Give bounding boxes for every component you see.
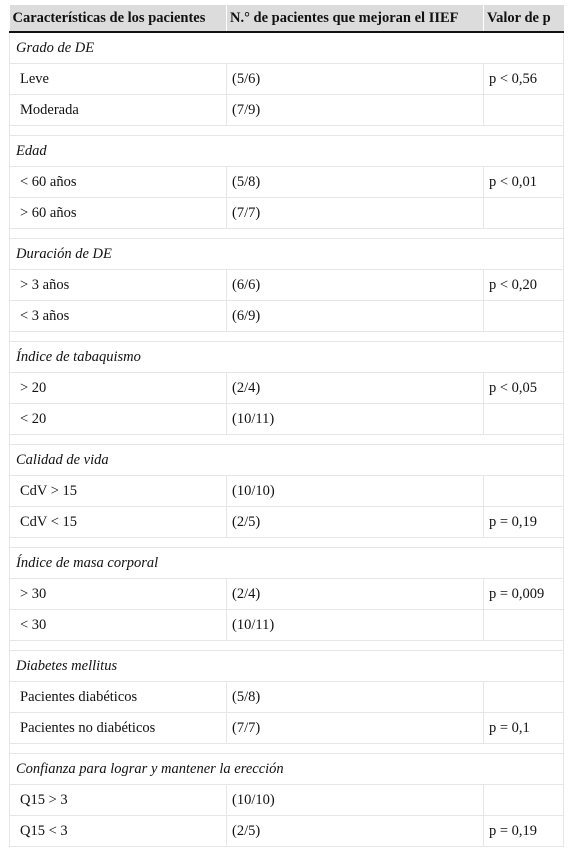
section-row — [10, 445, 564, 476]
results-table-container — [9, 5, 563, 847]
section-title: Confianza para lograr y mantener la erección — [10, 754, 564, 785]
p-value-cell — [484, 95, 564, 126]
group-spacer — [10, 641, 564, 651]
table-header — [10, 5, 564, 32]
section-row — [10, 136, 564, 167]
section-row — [10, 239, 564, 270]
spacer-cell — [10, 744, 564, 754]
table-row — [10, 64, 564, 95]
spacer-cell — [10, 641, 564, 651]
p-value-cell: p < 0,56 — [484, 64, 564, 95]
characteristic-cell: CdV > 15 — [10, 476, 227, 507]
p-value-cell: p < 0,05 — [484, 373, 564, 404]
table-row — [10, 270, 564, 301]
p-value-cell: p = 0,009 — [484, 579, 564, 610]
p-value-cell: p < 0,01 — [484, 167, 564, 198]
p-value-cell: p < 0,20 — [484, 270, 564, 301]
characteristic-cell: < 60 años — [10, 167, 227, 198]
count-cell: (5/6) — [227, 64, 484, 95]
header-row — [10, 5, 564, 32]
count-cell: (6/9) — [227, 301, 484, 332]
section-title: Grado de DE — [10, 32, 564, 64]
table-row — [10, 404, 564, 435]
p-value-cell — [484, 610, 564, 641]
spacer-cell — [10, 229, 564, 239]
section-title: Edad — [10, 136, 564, 167]
p-value-cell — [484, 198, 564, 229]
header-patients-improved: N.° de pacientes que mejoran el IIEF — [227, 5, 484, 32]
characteristic-cell: < 3 años — [10, 301, 227, 332]
spacer-cell — [10, 435, 564, 445]
count-cell: (7/7) — [227, 713, 484, 744]
p-value-cell — [484, 301, 564, 332]
results-table — [9, 5, 564, 847]
section-title: Diabetes mellitus — [10, 651, 564, 682]
count-cell: (2/4) — [227, 373, 484, 404]
characteristic-cell: Q15 > 3 — [10, 785, 227, 816]
p-value-cell — [484, 404, 564, 435]
count-cell: (10/11) — [227, 610, 484, 641]
table-body — [10, 32, 564, 847]
section-title: Calidad de vida — [10, 445, 564, 476]
group-spacer — [10, 229, 564, 239]
count-cell: (5/8) — [227, 682, 484, 713]
section-title: Duración de DE — [10, 239, 564, 270]
table-row — [10, 816, 564, 847]
count-cell: (10/10) — [227, 785, 484, 816]
section-row — [10, 754, 564, 785]
group-spacer — [10, 126, 564, 136]
characteristic-cell: Pacientes no diabéticos — [10, 713, 227, 744]
table-row — [10, 610, 564, 641]
table-row — [10, 95, 564, 126]
spacer-cell — [10, 538, 564, 548]
characteristic-cell: CdV < 15 — [10, 507, 227, 538]
table-row — [10, 198, 564, 229]
count-cell: (2/4) — [227, 579, 484, 610]
table-row — [10, 476, 564, 507]
section-title: Índice de masa corporal — [10, 548, 564, 579]
table-row — [10, 579, 564, 610]
table-row — [10, 682, 564, 713]
section-row — [10, 651, 564, 682]
characteristic-cell: < 20 — [10, 404, 227, 435]
characteristic-cell: > 3 años — [10, 270, 227, 301]
count-cell: (6/6) — [227, 270, 484, 301]
characteristic-cell: > 60 años — [10, 198, 227, 229]
table-row — [10, 713, 564, 744]
characteristic-cell: < 30 — [10, 610, 227, 641]
table-row — [10, 507, 564, 538]
characteristic-cell: > 30 — [10, 579, 227, 610]
count-cell: (10/10) — [227, 476, 484, 507]
count-cell: (7/9) — [227, 95, 484, 126]
section-row — [10, 342, 564, 373]
group-spacer — [10, 332, 564, 342]
section-row — [10, 32, 564, 64]
p-value-cell — [484, 682, 564, 713]
section-title: Índice de tabaquismo — [10, 342, 564, 373]
p-value-cell: p = 0,19 — [484, 507, 564, 538]
spacer-cell — [10, 332, 564, 342]
characteristic-cell: Q15 < 3 — [10, 816, 227, 847]
count-cell: (5/8) — [227, 167, 484, 198]
table-row — [10, 373, 564, 404]
characteristic-cell: > 20 — [10, 373, 227, 404]
section-row — [10, 548, 564, 579]
p-value-cell — [484, 476, 564, 507]
spacer-cell — [10, 126, 564, 136]
table-row — [10, 167, 564, 198]
count-cell: (2/5) — [227, 507, 484, 538]
p-value-cell: p = 0,19 — [484, 816, 564, 847]
header-p-value: Valor de p — [484, 5, 564, 32]
group-spacer — [10, 435, 564, 445]
characteristic-cell: Leve — [10, 64, 227, 95]
table-row — [10, 301, 564, 332]
count-cell: (7/7) — [227, 198, 484, 229]
group-spacer — [10, 744, 564, 754]
count-cell: (2/5) — [227, 816, 484, 847]
count-cell: (10/11) — [227, 404, 484, 435]
characteristic-cell: Moderada — [10, 95, 227, 126]
p-value-cell — [484, 785, 564, 816]
group-spacer — [10, 538, 564, 548]
table-row — [10, 785, 564, 816]
characteristic-cell: Pacientes diabéticos — [10, 682, 227, 713]
p-value-cell: p = 0,1 — [484, 713, 564, 744]
header-characteristics: Características de los pacientes — [10, 5, 227, 32]
